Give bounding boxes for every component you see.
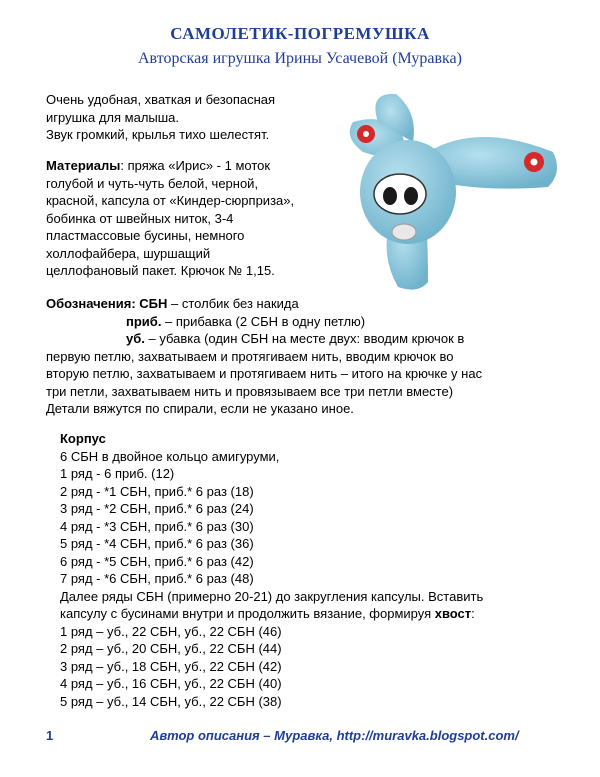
plane-propeller: [392, 224, 416, 240]
red-star-center: [363, 131, 369, 137]
pattern-row: 4 ряд - *3 СБН, приб.* 6 раз (30): [60, 518, 254, 534]
notation-sbn-text: – столбик без накида: [167, 296, 299, 311]
intro-line: Очень удобная, хваткая и безопасная: [46, 92, 276, 107]
tail-row: 5 ряд – уб., 14 СБН, уб., 22 СБН (38): [60, 693, 282, 709]
materials-line: целлофановый пакет. Крючок № 1,15.: [46, 263, 275, 278]
notation-ub-line: первую петлю, захватываем и протягиваем нить, вводим крючок во: [46, 348, 454, 364]
pattern-row: 3 ряд - *2 СБН, приб.* 6 раз (24): [60, 501, 254, 516]
section-heading: Корпус: [60, 431, 106, 446]
pattern-row: 6 ряд - *5 СБН, приб.* 6 раз (42): [60, 553, 254, 569]
tail-row: 3 ряд – уб., 18 СБН, уб., 22 СБН (42): [60, 658, 282, 674]
tail-row: 4 ряд – уб., 16 СБН, уб., 22 СБН (40): [60, 676, 282, 691]
pattern-row: 5 ряд - *4 СБН, приб.* 6 раз (36): [60, 536, 254, 551]
page-number: 1: [46, 728, 54, 743]
materials-line: : пряжа «Ирис» - 1 моток: [120, 158, 271, 173]
materials-line: красной, капсула от «Киндер-сюрприза»,: [46, 193, 295, 208]
body-section: [60, 430, 483, 710]
plane-eyes: [374, 174, 426, 214]
notation-sbn-abbr: СБН: [139, 296, 168, 311]
pattern-row: 7 ряд - *6 СБН, приб.* 6 раз (48): [60, 571, 254, 586]
tail-word: хвост: [434, 606, 472, 621]
notation-block: [46, 295, 482, 418]
materials-line: бобинка от швейных ниток, 3-4: [46, 210, 234, 226]
notation-label: Обозначения:: [46, 296, 136, 311]
footer-author: Автор описания – Муравка, http://muravka.blogspot.com/: [150, 728, 519, 743]
intro-text: [46, 91, 275, 144]
pattern-row: 2 ряд - *1 СБН, приб.* 6 раз (18): [60, 483, 254, 499]
notation-ub-abbr: уб.: [126, 331, 145, 346]
plane-toy-photo: [308, 82, 570, 300]
notation-ub-line: вторую петлю, захватываем и протягиваем нить – итого на крючке у нас: [46, 366, 483, 381]
notation-prib-text: – прибавка (2 СБН в одну петлю): [161, 313, 366, 329]
materials-label: Материалы: [46, 158, 121, 173]
page-title: САМОЛЕТИК-ПОГРЕМУШКА: [170, 24, 430, 43]
materials-block: [46, 157, 294, 280]
red-star-center: [531, 159, 538, 166]
notation-note: Детали вяжутся по спирали, если не указано иное.: [46, 401, 354, 416]
materials-line: голубой и чуть-чуть белой, черной,: [46, 175, 259, 191]
notation-ub-text: – убавка (один СБН на месте двух: вводим крючок в: [144, 331, 465, 346]
intro-line: игрушка для малыша.: [46, 109, 180, 125]
intro-line: Звук громкий, крылья тихо шелестят.: [46, 127, 270, 142]
plane-pupil-right: [404, 187, 418, 205]
tail-row: 1 ряд – уб., 22 СБН, уб., 22 СБН (46): [60, 623, 282, 639]
notation-ub-line: три петли, захватываем нить и провязываем все три петли вместе): [46, 383, 454, 399]
tail-row: 2 ряд – уб., 20 СБН, уб., 22 СБН (44): [60, 641, 282, 656]
materials-line: пластмассовые бусины, немного: [46, 228, 245, 243]
plane-pupil-left: [383, 187, 397, 205]
pattern-row: Далее ряды СБН (примерно 20-21) до закругления капсулы. Вставить: [60, 588, 484, 604]
tail-line-suffix: :: [471, 606, 475, 621]
notation-prib-abbr: приб.: [126, 313, 162, 329]
page-subtitle: Авторская игрушка Ирины Усачевой (Муравка): [138, 50, 462, 67]
materials-line: холлофайбера, шуршащий: [46, 245, 211, 261]
pattern-row: 6 СБН в двойное кольцо амигуруми,: [60, 448, 280, 464]
tail-line-prefix: капсулу с бусинами внутри и продолжить вязание, формируя: [60, 606, 435, 621]
pattern-row: 1 ряд - 6 приб. (12): [60, 466, 175, 481]
